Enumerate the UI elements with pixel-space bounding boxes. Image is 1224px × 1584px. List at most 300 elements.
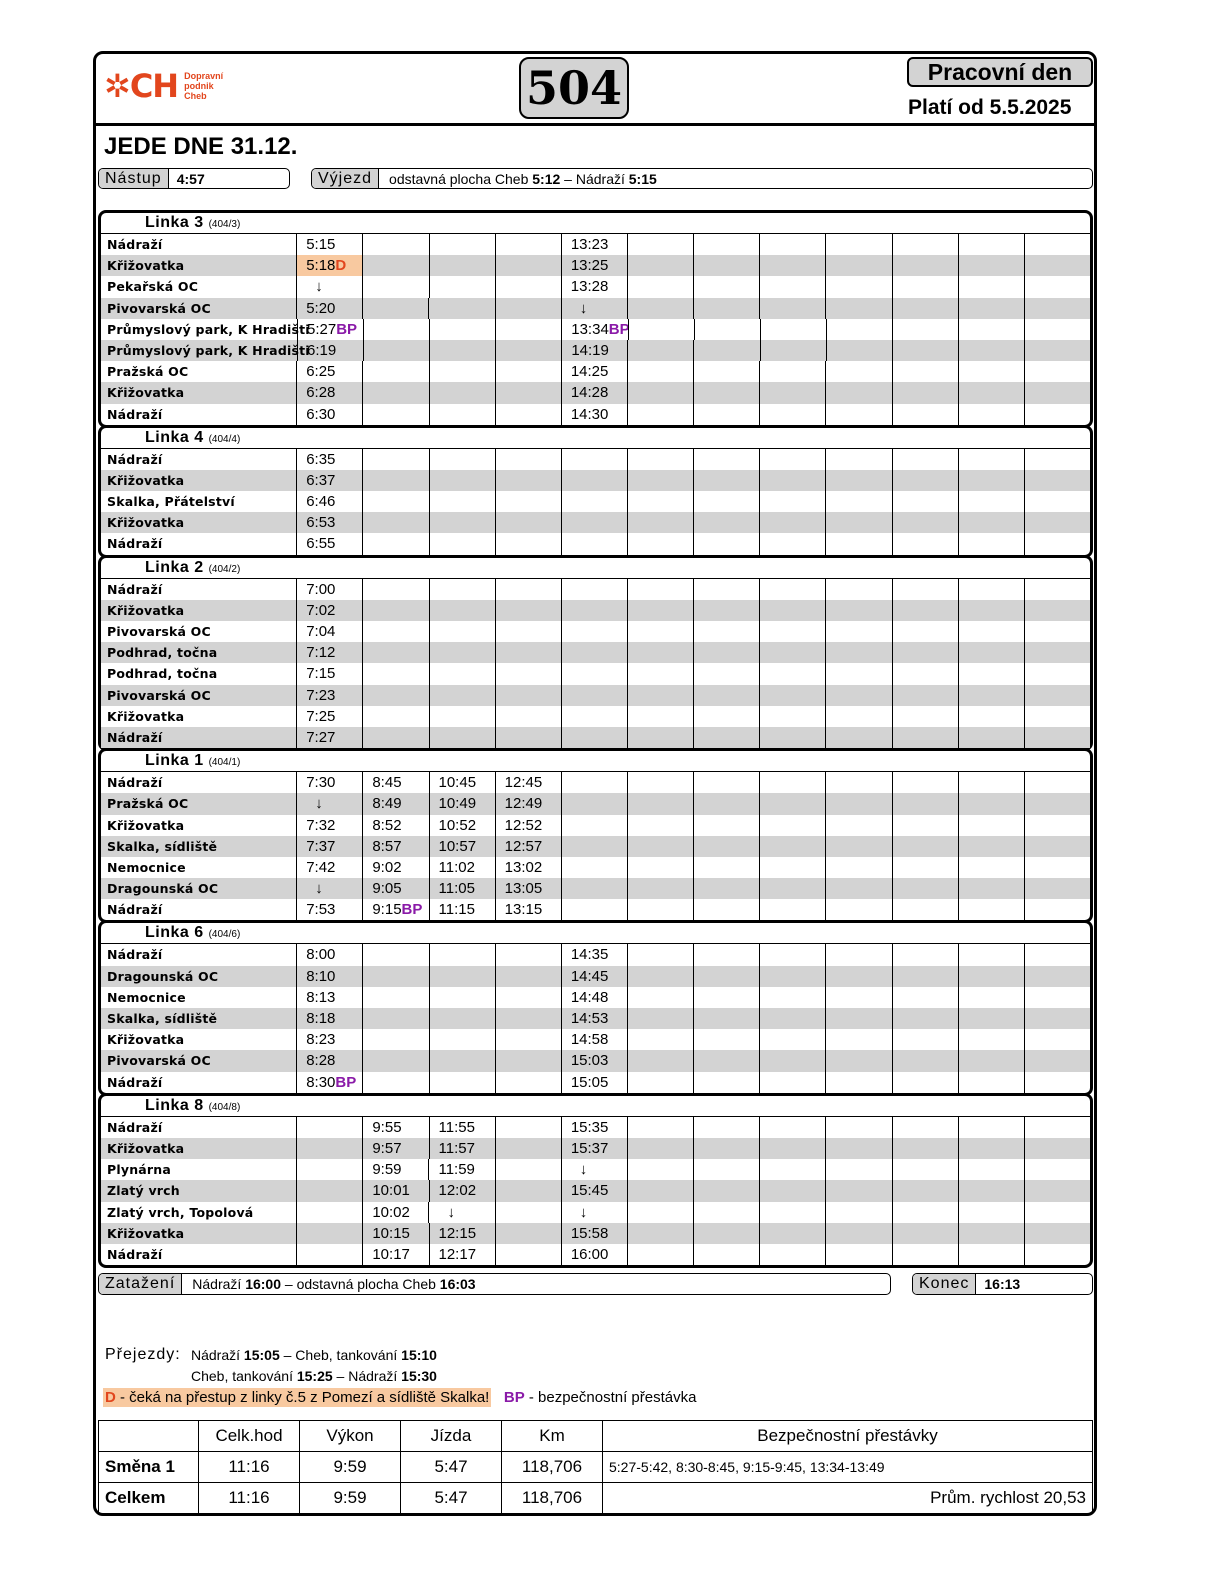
timetable-row	[101, 276, 1090, 297]
time-cell	[825, 1202, 891, 1223]
time-cell	[693, 1117, 759, 1138]
time-cell	[296, 1223, 362, 1244]
time-cell: ↓	[561, 1159, 627, 1180]
time-cell: 7:37	[296, 836, 362, 857]
time-cell	[362, 944, 428, 965]
time-cell	[958, 685, 1024, 706]
time-cell	[495, 382, 561, 403]
time-cell	[627, 579, 693, 600]
time-cell	[693, 276, 759, 297]
company-logo	[104, 67, 224, 105]
time-cell: 14:45	[561, 966, 627, 987]
timetable-row	[101, 1072, 1090, 1093]
time-cell	[892, 1072, 958, 1093]
time-cell	[561, 579, 627, 600]
time-cell	[892, 685, 958, 706]
time-cell	[296, 1159, 362, 1180]
time-cell	[958, 298, 1024, 319]
time-cell	[759, 449, 825, 470]
time-cell	[892, 1029, 958, 1050]
time-cell	[759, 491, 825, 512]
time-cell	[1024, 1223, 1090, 1244]
time-cell	[892, 706, 958, 727]
stop-name: Pivovarská OC	[107, 300, 211, 316]
timetable-row	[101, 470, 1090, 491]
time-cell	[693, 944, 759, 965]
time-cell	[825, 1244, 891, 1265]
time-cell	[958, 470, 1024, 491]
time-cell	[495, 1008, 561, 1029]
vyjezd-box	[311, 168, 1093, 189]
timetable-row	[101, 512, 1090, 533]
time-cell	[892, 772, 958, 793]
time-cell	[693, 1008, 759, 1029]
time-cell: 10:01	[362, 1180, 428, 1201]
time-cell	[1024, 878, 1090, 899]
time-cell	[429, 491, 495, 512]
time-cell	[825, 706, 891, 727]
time-cell	[958, 1050, 1024, 1071]
time-cell	[429, 234, 495, 255]
time-cell	[892, 815, 958, 836]
timetable-grid	[98, 210, 1093, 1268]
time-cell	[759, 857, 825, 878]
time-cell	[892, 319, 958, 340]
time-cell	[1024, 276, 1090, 297]
time-cell	[561, 449, 627, 470]
time-cell	[759, 470, 825, 491]
konec-box	[912, 1273, 1093, 1295]
time-cell	[958, 899, 1024, 920]
time-cell	[495, 1180, 561, 1201]
time-cell: 10:17	[362, 1244, 428, 1265]
stop-name: Zlatý vrch	[107, 1183, 180, 1199]
time-cell: 7:23	[296, 685, 362, 706]
time-cell: 12:49	[495, 793, 561, 814]
time-cell	[759, 621, 825, 642]
time-cell	[495, 470, 561, 491]
time-cell	[561, 899, 627, 920]
time-cell: 6:55	[296, 533, 362, 554]
time-cell	[759, 642, 825, 663]
time-cell	[825, 836, 891, 857]
stop-name: Pivovarská OC	[107, 687, 211, 703]
time-cell	[363, 340, 429, 361]
time-cell	[892, 600, 958, 621]
time-cell	[1024, 491, 1090, 512]
time-cell: 12:45	[495, 772, 561, 793]
time-cell	[825, 512, 891, 533]
time-cell	[362, 533, 428, 554]
legend	[103, 1389, 696, 1406]
stop-name: Křižovatka	[107, 515, 185, 531]
time-cell	[759, 533, 825, 554]
time-cell	[693, 815, 759, 836]
time-cell	[627, 298, 693, 319]
timetable-row	[101, 579, 1090, 600]
time-cell	[892, 404, 958, 425]
time-cell	[693, 1223, 759, 1244]
time-cell	[892, 836, 958, 857]
time-cell	[1024, 727, 1090, 748]
time-cell	[1024, 663, 1090, 684]
timetable-row	[101, 234, 1090, 255]
time-cell	[1024, 298, 1090, 319]
time-cell	[958, 382, 1024, 403]
time-cell	[825, 899, 891, 920]
summary-header-row: Celk.hod Výkon Jízda Km Bezpečnostní přestávky	[99, 1421, 1093, 1452]
time-cell	[825, 533, 891, 554]
time-cell: 7:02	[296, 600, 362, 621]
timetable-row	[101, 793, 1090, 814]
time-cell	[759, 1072, 825, 1093]
line-title: Linka 2 (404/2)	[101, 558, 1090, 579]
time-cell	[825, 1072, 891, 1093]
time-cell: 10:45	[429, 772, 495, 793]
time-cell	[1024, 340, 1090, 361]
time-cell	[958, 491, 1024, 512]
time-cell	[362, 382, 428, 403]
time-cell	[561, 470, 627, 491]
time-cell	[825, 255, 891, 276]
time-cell	[958, 663, 1024, 684]
time-cell	[958, 404, 1024, 425]
time-cell	[495, 966, 561, 987]
time-cell	[429, 340, 495, 361]
time-cell: 13:02	[495, 857, 561, 878]
time-cell: 7:42	[296, 857, 362, 878]
time-cell	[958, 836, 1024, 857]
time-cell: 6:46	[296, 491, 362, 512]
stop-name: Křižovatka	[107, 817, 185, 833]
timetable-row	[101, 1050, 1090, 1071]
time-cell	[759, 685, 825, 706]
time-cell	[362, 255, 428, 276]
legend-bp-text: - bezpečnostní přestávka	[524, 1389, 697, 1406]
time-cell	[693, 727, 759, 748]
time-cell	[759, 1223, 825, 1244]
time-cell	[495, 1202, 561, 1223]
time-cell	[892, 1138, 958, 1159]
time-cell	[495, 685, 561, 706]
time-cell	[495, 1138, 561, 1159]
time-cell: 7:00	[296, 579, 362, 600]
stop-name: Pivovarská OC	[107, 1053, 211, 1069]
time-cell	[693, 533, 759, 554]
time-cell	[627, 1223, 693, 1244]
vyjezd-label: Výjezd	[312, 169, 379, 188]
time-cell	[693, 298, 759, 319]
day-type-badge: Pracovní den	[907, 57, 1093, 87]
time-cell	[1024, 579, 1090, 600]
timetable-row	[101, 1244, 1090, 1265]
time-cell	[892, 382, 958, 403]
time-cell	[429, 449, 495, 470]
time-cell	[825, 361, 891, 382]
time-cell: 7:15	[296, 663, 362, 684]
legend-d: D - čeká na přestup z linky č.5 z Pomezí a sídliště Skalka!	[105, 1389, 490, 1406]
time-cell	[627, 449, 693, 470]
time-cell	[429, 1072, 495, 1093]
timetable-row	[101, 878, 1090, 899]
time-cell	[958, 966, 1024, 987]
time-cell	[958, 793, 1024, 814]
time-cell: 8:13	[296, 987, 362, 1008]
time-cell	[958, 1072, 1024, 1093]
time-cell	[561, 836, 627, 857]
time-cell	[693, 491, 759, 512]
timetable-row	[101, 1202, 1090, 1223]
time-cell	[825, 382, 891, 403]
time-cell	[363, 319, 429, 340]
timetable-row	[101, 382, 1090, 403]
time-cell	[693, 600, 759, 621]
time-cell	[825, 815, 891, 836]
stop-name: Nádraží	[107, 1246, 163, 1262]
time-cell	[693, 966, 759, 987]
time-cell: 10:49	[429, 793, 495, 814]
time-cell	[627, 533, 693, 554]
time-cell	[958, 276, 1024, 297]
timetable-row	[101, 706, 1090, 727]
time-cell	[825, 449, 891, 470]
time-cell	[495, 987, 561, 1008]
time-cell	[825, 491, 891, 512]
time-cell	[958, 772, 1024, 793]
stop-name: Plynárna	[107, 1162, 172, 1178]
stop-name: Pražská OC	[107, 364, 189, 380]
time-cell	[825, 966, 891, 987]
time-cell: 6:19	[297, 340, 363, 361]
time-cell	[694, 319, 760, 340]
time-cell: 10:52	[429, 815, 495, 836]
stop-name: Průmyslový park, K Hradišti	[107, 321, 310, 337]
time-cell	[693, 706, 759, 727]
time-cell: 8:45	[362, 772, 428, 793]
time-cell	[362, 642, 428, 663]
time-cell: 12:15	[429, 1223, 495, 1244]
time-cell	[693, 579, 759, 600]
timetable-row	[101, 987, 1090, 1008]
time-cell	[1024, 1244, 1090, 1265]
line-section	[98, 210, 1093, 428]
time-cell	[693, 512, 759, 533]
time-cell	[627, 966, 693, 987]
time-cell	[693, 772, 759, 793]
time-cell: 6:53	[296, 512, 362, 533]
time-cell	[429, 621, 495, 642]
time-cell	[759, 298, 825, 319]
time-cell	[495, 1159, 561, 1180]
time-cell: 7:30	[296, 772, 362, 793]
time-cell	[627, 470, 693, 491]
time-cell	[693, 621, 759, 642]
time-cell	[1024, 899, 1090, 920]
time-cell	[825, 772, 891, 793]
time-cell	[892, 1180, 958, 1201]
time-cell	[429, 663, 495, 684]
summary-row-total: Celkem 11:16 9:59 5:47 118,706 Prům. rychlost 20,53	[99, 1483, 1093, 1514]
timetable-row	[101, 255, 1090, 276]
time-cell	[892, 878, 958, 899]
time-cell: 15:05	[561, 1072, 627, 1093]
time-cell	[958, 987, 1024, 1008]
time-cell	[892, 234, 958, 255]
time-cell	[1024, 1180, 1090, 1201]
time-cell	[1024, 621, 1090, 642]
time-cell	[627, 772, 693, 793]
time-cell	[892, 793, 958, 814]
time-cell	[892, 1008, 958, 1029]
time-cell	[1024, 512, 1090, 533]
time-cell	[1024, 1117, 1090, 1138]
time-cell: 14:58	[561, 1029, 627, 1050]
time-cell	[561, 512, 627, 533]
time-cell	[958, 706, 1024, 727]
time-cell	[693, 1180, 759, 1201]
header	[96, 54, 1094, 124]
time-cell	[958, 1202, 1024, 1223]
time-cell	[693, 234, 759, 255]
time-cell: 9:55	[362, 1117, 428, 1138]
time-cell	[1024, 857, 1090, 878]
stop-name: Nádraží	[107, 775, 163, 791]
time-cell: 11:15	[429, 899, 495, 920]
time-cell	[627, 857, 693, 878]
time-cell	[825, 685, 891, 706]
stop-name: Křižovatka	[107, 472, 185, 488]
time-cell	[759, 382, 825, 403]
time-cell: 10:57	[429, 836, 495, 857]
time-cell	[429, 727, 495, 748]
time-cell	[958, 1159, 1024, 1180]
time-cell	[627, 878, 693, 899]
route-number: 504	[519, 57, 629, 119]
time-cell	[693, 987, 759, 1008]
time-cell	[627, 1029, 693, 1050]
time-cell	[958, 727, 1024, 748]
time-cell	[561, 727, 627, 748]
time-cell	[1024, 642, 1090, 663]
time-cell	[561, 621, 627, 642]
time-cell	[1024, 1138, 1090, 1159]
stop-name: Křižovatka	[107, 708, 185, 724]
stop-name: Zlatý vrch, Topolová	[107, 1204, 254, 1220]
time-cell	[825, 234, 891, 255]
time-cell	[429, 255, 495, 276]
time-cell	[892, 255, 958, 276]
time-cell	[825, 987, 891, 1008]
time-cell	[1024, 361, 1090, 382]
stop-name: Křižovatka	[107, 1225, 185, 1241]
time-cell	[892, 727, 958, 748]
time-cell: 7:53	[296, 899, 362, 920]
time-cell	[429, 1029, 495, 1050]
time-cell	[825, 1029, 891, 1050]
time-cell	[429, 512, 495, 533]
time-cell	[825, 857, 891, 878]
time-cell	[693, 1072, 759, 1093]
time-cell	[759, 793, 825, 814]
time-cell	[627, 1244, 693, 1265]
time-cell	[362, 987, 428, 1008]
legend-bp-mark: BP	[503, 1389, 525, 1406]
time-cell	[825, 663, 891, 684]
time-cell	[561, 642, 627, 663]
stop-name: Pražská OC	[107, 796, 189, 812]
prejezd-line-1: Nádraží 15:05 – Cheb, tankování 15:10	[191, 1347, 437, 1363]
time-cell	[693, 255, 759, 276]
time-cell: 15:45	[561, 1180, 627, 1201]
time-cell	[362, 298, 428, 319]
time-cell	[759, 255, 825, 276]
nastup-box	[98, 168, 290, 189]
time-cell	[627, 382, 693, 403]
time-cell: 8:18	[296, 1008, 362, 1029]
time-cell	[958, 600, 1024, 621]
time-cell: 8:30BP	[296, 1072, 362, 1093]
time-cell: 6:28	[296, 382, 362, 403]
time-cell	[759, 878, 825, 899]
time-cell	[362, 1072, 428, 1093]
time-cell	[759, 706, 825, 727]
time-cell	[825, 642, 891, 663]
time-cell	[429, 470, 495, 491]
stop-name: Nádraží	[107, 729, 163, 745]
time-cell	[892, 899, 958, 920]
time-cell	[429, 944, 495, 965]
time-cell	[759, 1050, 825, 1071]
time-cell	[1024, 944, 1090, 965]
time-cell	[825, 298, 891, 319]
stop-name: Podhrad, točna	[107, 645, 218, 661]
time-cell: ↓	[296, 878, 362, 899]
time-cell	[627, 1117, 693, 1138]
summary-row-shift: Směna 1 11:16 9:59 5:47 118,706 5:27-5:42, 8:30-8:45, 9:15-9:45, 13:34-13:49	[99, 1452, 1093, 1483]
time-cell	[627, 1008, 693, 1029]
time-cell	[1024, 449, 1090, 470]
time-cell: 8:28	[296, 1050, 362, 1071]
time-cell	[561, 878, 627, 899]
line-title: Linka 1 (404/1)	[101, 751, 1090, 772]
time-cell	[693, 404, 759, 425]
time-cell	[627, 234, 693, 255]
time-cell	[958, 621, 1024, 642]
time-cell	[892, 642, 958, 663]
time-cell	[561, 706, 627, 727]
time-cell: 9:02	[362, 857, 428, 878]
time-cell	[495, 491, 561, 512]
time-cell	[1024, 319, 1090, 340]
time-cell	[892, 1244, 958, 1265]
stop-name: Nemocnice	[107, 989, 186, 1005]
time-cell	[296, 1180, 362, 1201]
time-cell	[759, 1029, 825, 1050]
time-cell	[759, 600, 825, 621]
time-cell	[1024, 470, 1090, 491]
time-cell	[495, 361, 561, 382]
stop-name: Křižovatka	[107, 1032, 185, 1048]
time-cell	[693, 361, 759, 382]
time-cell	[958, 1244, 1024, 1265]
time-cell: 8:52	[362, 815, 428, 836]
time-cell: 13:34BP	[561, 319, 627, 340]
time-cell	[958, 815, 1024, 836]
time-cell	[362, 727, 428, 748]
time-cell	[429, 382, 495, 403]
timetable-row	[101, 621, 1090, 642]
time-cell	[561, 600, 627, 621]
